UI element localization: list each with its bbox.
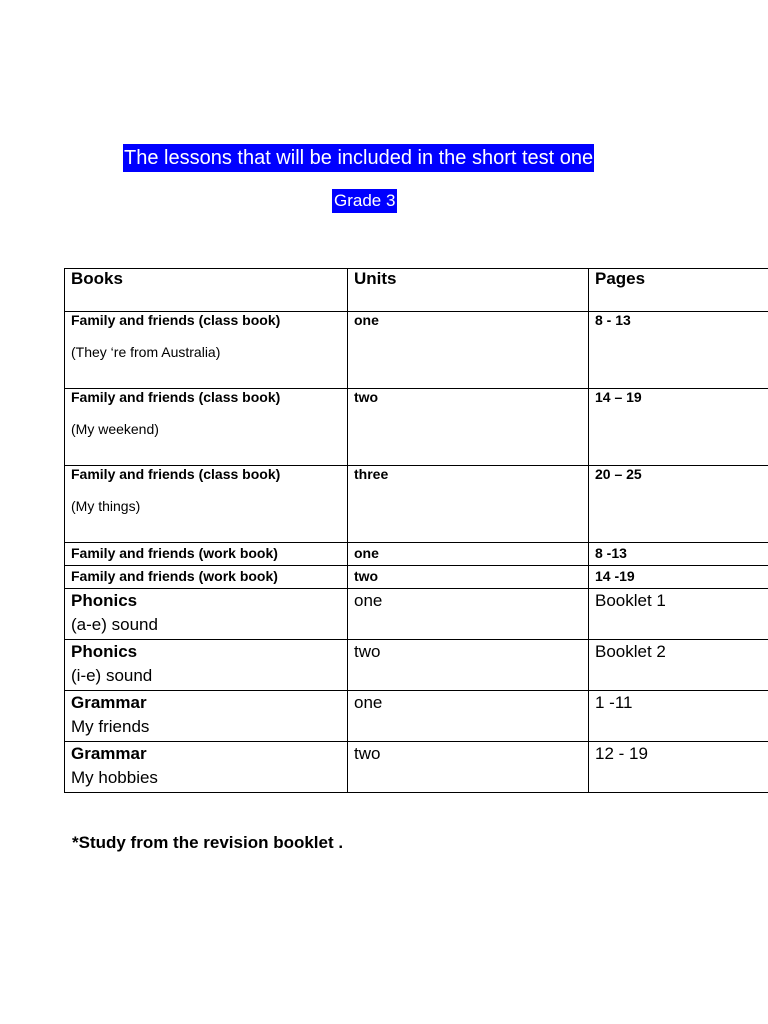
- book-title: Grammar: [71, 693, 147, 712]
- table-row: [65, 543, 768, 566]
- book-cell: [65, 640, 348, 691]
- unit-cell: two: [348, 742, 589, 793]
- book-cell: Family and friends (work book): [65, 543, 348, 566]
- unit-cell: one: [348, 691, 589, 742]
- book-title: Family and friends (class book): [71, 466, 281, 482]
- unit-cell: one: [348, 589, 589, 640]
- lessons-table: [64, 268, 768, 793]
- pages-cell: 14 – 19: [589, 389, 768, 466]
- header-pages: Pages: [589, 269, 768, 312]
- study-note: *Study from the revision booklet .: [72, 833, 344, 852]
- table-row: [65, 466, 768, 543]
- unit-cell: one: [348, 312, 589, 389]
- unit-cell: one: [348, 543, 589, 566]
- pages-cell: 8 -13: [589, 543, 768, 566]
- book-title: Phonics: [71, 642, 138, 661]
- book-cell: [65, 312, 348, 389]
- table-row: [65, 691, 768, 742]
- table-header-row: [65, 269, 768, 312]
- table-row: [65, 566, 768, 589]
- pages-cell: 1 -11: [589, 691, 768, 742]
- book-subtitle: My hobbies: [71, 768, 158, 787]
- table-row: [65, 742, 768, 793]
- book-cell: [65, 589, 348, 640]
- book-cell: [65, 389, 348, 466]
- table-row: [65, 389, 768, 466]
- book-subtitle: (My things): [71, 498, 141, 514]
- book-cell: [65, 466, 348, 543]
- book-title: Family and friends (class book): [71, 389, 281, 405]
- book-title: Grammar: [71, 744, 147, 763]
- table-row: [65, 589, 768, 640]
- book-subtitle: (i-e) sound: [71, 666, 153, 685]
- unit-cell: three: [348, 466, 589, 543]
- book-title: Phonics: [71, 591, 138, 610]
- book-subtitle: (a-e) sound: [71, 615, 158, 634]
- book-subtitle: My friends: [71, 717, 150, 736]
- pages-cell: Booklet 1: [589, 589, 768, 640]
- book-subtitle: (My weekend): [71, 421, 159, 437]
- pages-cell: 14 -19: [589, 566, 768, 589]
- page-title: The lessons that will be included in the short test one: [123, 144, 594, 172]
- header-units: Units: [348, 269, 589, 312]
- book-subtitle: (They ‘re from Australia): [71, 344, 221, 360]
- unit-cell: two: [348, 566, 589, 589]
- grade-label: Grade 3: [332, 189, 397, 213]
- book-cell: Family and friends (work book): [65, 566, 348, 589]
- book-cell: [65, 742, 348, 793]
- pages-cell: 12 - 19: [589, 742, 768, 793]
- pages-cell: Booklet 2: [589, 640, 768, 691]
- book-cell: [65, 691, 348, 742]
- table-row: [65, 640, 768, 691]
- unit-cell: two: [348, 640, 589, 691]
- book-title: Family and friends (class book): [71, 312, 281, 328]
- pages-cell: 8 - 13: [589, 312, 768, 389]
- header-books: Books: [65, 269, 348, 312]
- table-row: [65, 312, 768, 389]
- pages-cell: 20 – 25: [589, 466, 768, 543]
- unit-cell: two: [348, 389, 589, 466]
